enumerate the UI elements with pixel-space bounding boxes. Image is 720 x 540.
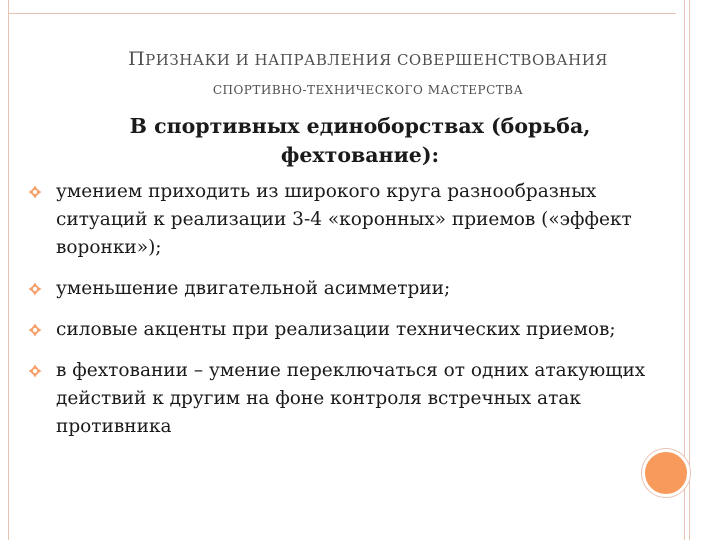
bullet-text: в фехтовании – умение переключаться от одних атакующих действий к другим на фоне контроля встречных атак противника [56,360,646,437]
bullet-item [28,275,648,303]
bullet-item [28,178,648,262]
decorative-flower-icon [28,185,42,199]
frame-top-line [8,13,676,14]
accent-circle [642,449,690,497]
title-initial-letter: П [128,48,146,70]
slide-title [88,44,648,105]
decorative-flower-icon [28,282,42,296]
bullet-item [28,357,648,441]
bullet-text: уменьшение двигательной асимметрии; [56,278,451,299]
slide-subtitle: В спортивных единоборствах (борьба, фехтование): [129,114,591,167]
slide-title-line1 [88,44,648,75]
bullet-list [28,178,648,441]
decorative-flower-icon [28,364,42,378]
bullet-text: умением приходить из широкого круга разнообразных ситуаций к реализации 3-4 «коронных» приемов («эффект воронки»); [56,181,632,258]
frame-left-line [8,0,9,540]
slide-title-line2: СПОРТИВНО-ТЕХНИЧЕСКОГО МАСТЕРСТВА [212,83,524,97]
title-line1-text: РИЗНАКИ И НАПРАВЛЕНИЯ СОВЕРШЕНСТВОВАНИЯ [145,51,608,69]
bullet-text: силовые акценты при реализации технических приемов; [56,319,616,340]
decorative-flower-icon [28,323,42,337]
bullet-item [28,316,648,344]
